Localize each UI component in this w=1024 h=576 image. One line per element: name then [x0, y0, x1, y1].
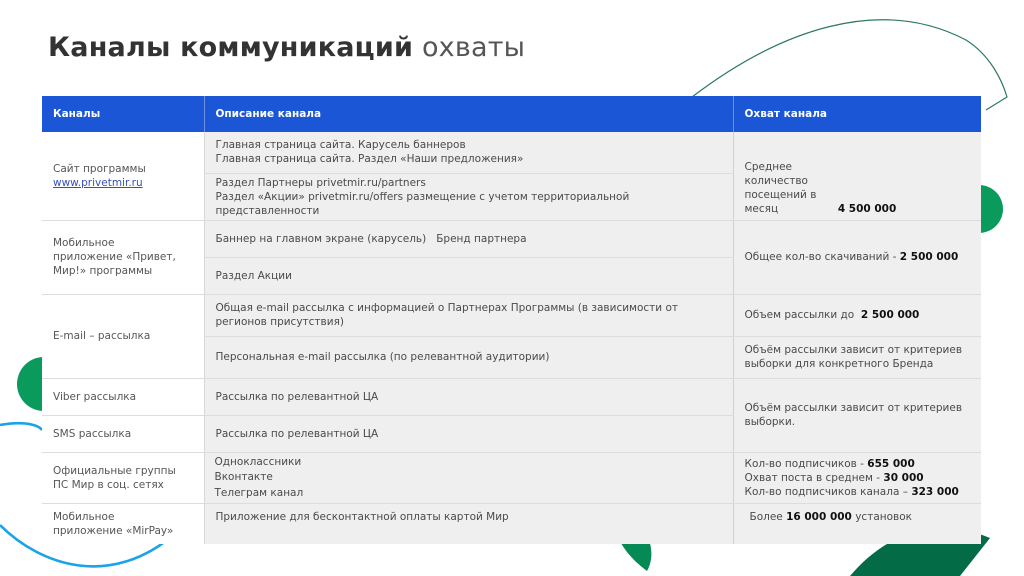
desc-line: Телеграм канал: [214, 486, 304, 499]
desc-social: [204, 452, 733, 504]
channel-site-label: Сайт программы: [53, 162, 146, 175]
reach-app-value: 2 500 000: [899, 251, 959, 263]
channel-mirpay: Мобильное приложение «MirPay»: [42, 504, 204, 544]
reach-app: [733, 220, 981, 294]
column-header-description: Описание канала: [204, 96, 733, 132]
channel-social: Официальные группы ПС Мир в соц. сетях: [42, 452, 204, 504]
page-title: [48, 32, 525, 63]
title-light: охваты: [421, 32, 526, 63]
reach-social: [733, 452, 981, 504]
channel-sms: SMS рассылка: [42, 415, 204, 452]
table-row-site: [42, 132, 981, 173]
reach-app-text: Общее кол-во скачиваний -: [744, 251, 897, 263]
reach-social-line: Кол-во подписчиков - 655 000: [744, 457, 915, 470]
channel-email: E-mail – рассылка: [42, 294, 204, 378]
column-header-reach: Охват канала: [733, 96, 981, 132]
reach-email-value: 2 500 000: [860, 309, 920, 321]
reach-viber-sms: Объём рассылки зависит от критериев выборки.: [733, 378, 981, 452]
channel-app: Мобильное приложение «Привет, Мир!» программы: [42, 220, 204, 294]
desc-mirpay: Приложение для бесконтактной оплаты картой Мир: [204, 504, 733, 544]
table-row-email: [42, 294, 981, 336]
reach-mirpay: Более 16 000 000 установок: [733, 504, 981, 544]
desc-line: Одноклассники: [214, 455, 302, 468]
desc-line: Главная страница сайта. Раздел «Наши предложения»: [215, 153, 524, 166]
green-semicircle-left-icon: [14, 357, 44, 411]
desc-site-2: [204, 173, 733, 220]
desc-line: Главная страница сайта. Карусель баннеров: [215, 139, 466, 152]
table-row-mirpay: [42, 504, 981, 544]
table-row-app: [42, 220, 981, 257]
reach-social-line: Кол-во подписчиков канала – 323 000: [744, 485, 959, 498]
desc-line: Раздел Партнеры privetmir.ru/partners: [215, 176, 426, 189]
reach-site-value: 4 500 000: [837, 202, 897, 215]
channel-viber: Viber рассылка: [42, 378, 204, 415]
table-row-viber: [42, 378, 981, 415]
desc-email-1: Общая e-mail рассылка с информацией о Партнерах Программы (в зависимости от регионов присутствия): [204, 294, 733, 336]
desc-app-2: Раздел Акции: [204, 257, 733, 294]
desc-email-2: Персональная e-mail рассылка (по релевантной аудитории): [204, 336, 733, 378]
reach-email-text: Объем рассылки до: [744, 309, 855, 321]
reach-site-text: Среднее количество посещений в месяц: [744, 160, 817, 215]
reach-social-line: Охват поста в среднем - 30 000: [744, 471, 924, 484]
column-header-channels: Каналы: [42, 96, 204, 132]
table-row-social: [42, 452, 981, 504]
desc-viber: Рассылка по релевантной ЦА: [204, 378, 733, 415]
channels-table: [42, 96, 981, 544]
desc-site-1: [204, 132, 733, 173]
reach-email-2: Объём рассылки зависит от критериев выборки для конкретного Бренда: [733, 336, 981, 378]
desc-line: Вконтакте: [214, 471, 273, 483]
title-bold: Каналы коммуникаций: [48, 32, 414, 63]
desc-app-1: Баннер на главном экране (карусель) Бренд партнера: [204, 220, 733, 257]
table-header-row: [42, 96, 981, 132]
site-link[interactable]: www.privetmir.ru: [53, 176, 143, 189]
channel-site: [42, 132, 204, 220]
desc-line: Раздел «Акции» privetmir.ru/offers размещение с учетом территориальной представленности: [215, 190, 630, 217]
reach-email-1: [733, 294, 981, 336]
reach-site: [733, 132, 981, 220]
desc-sms: Рассылка по релевантной ЦА: [204, 415, 733, 452]
